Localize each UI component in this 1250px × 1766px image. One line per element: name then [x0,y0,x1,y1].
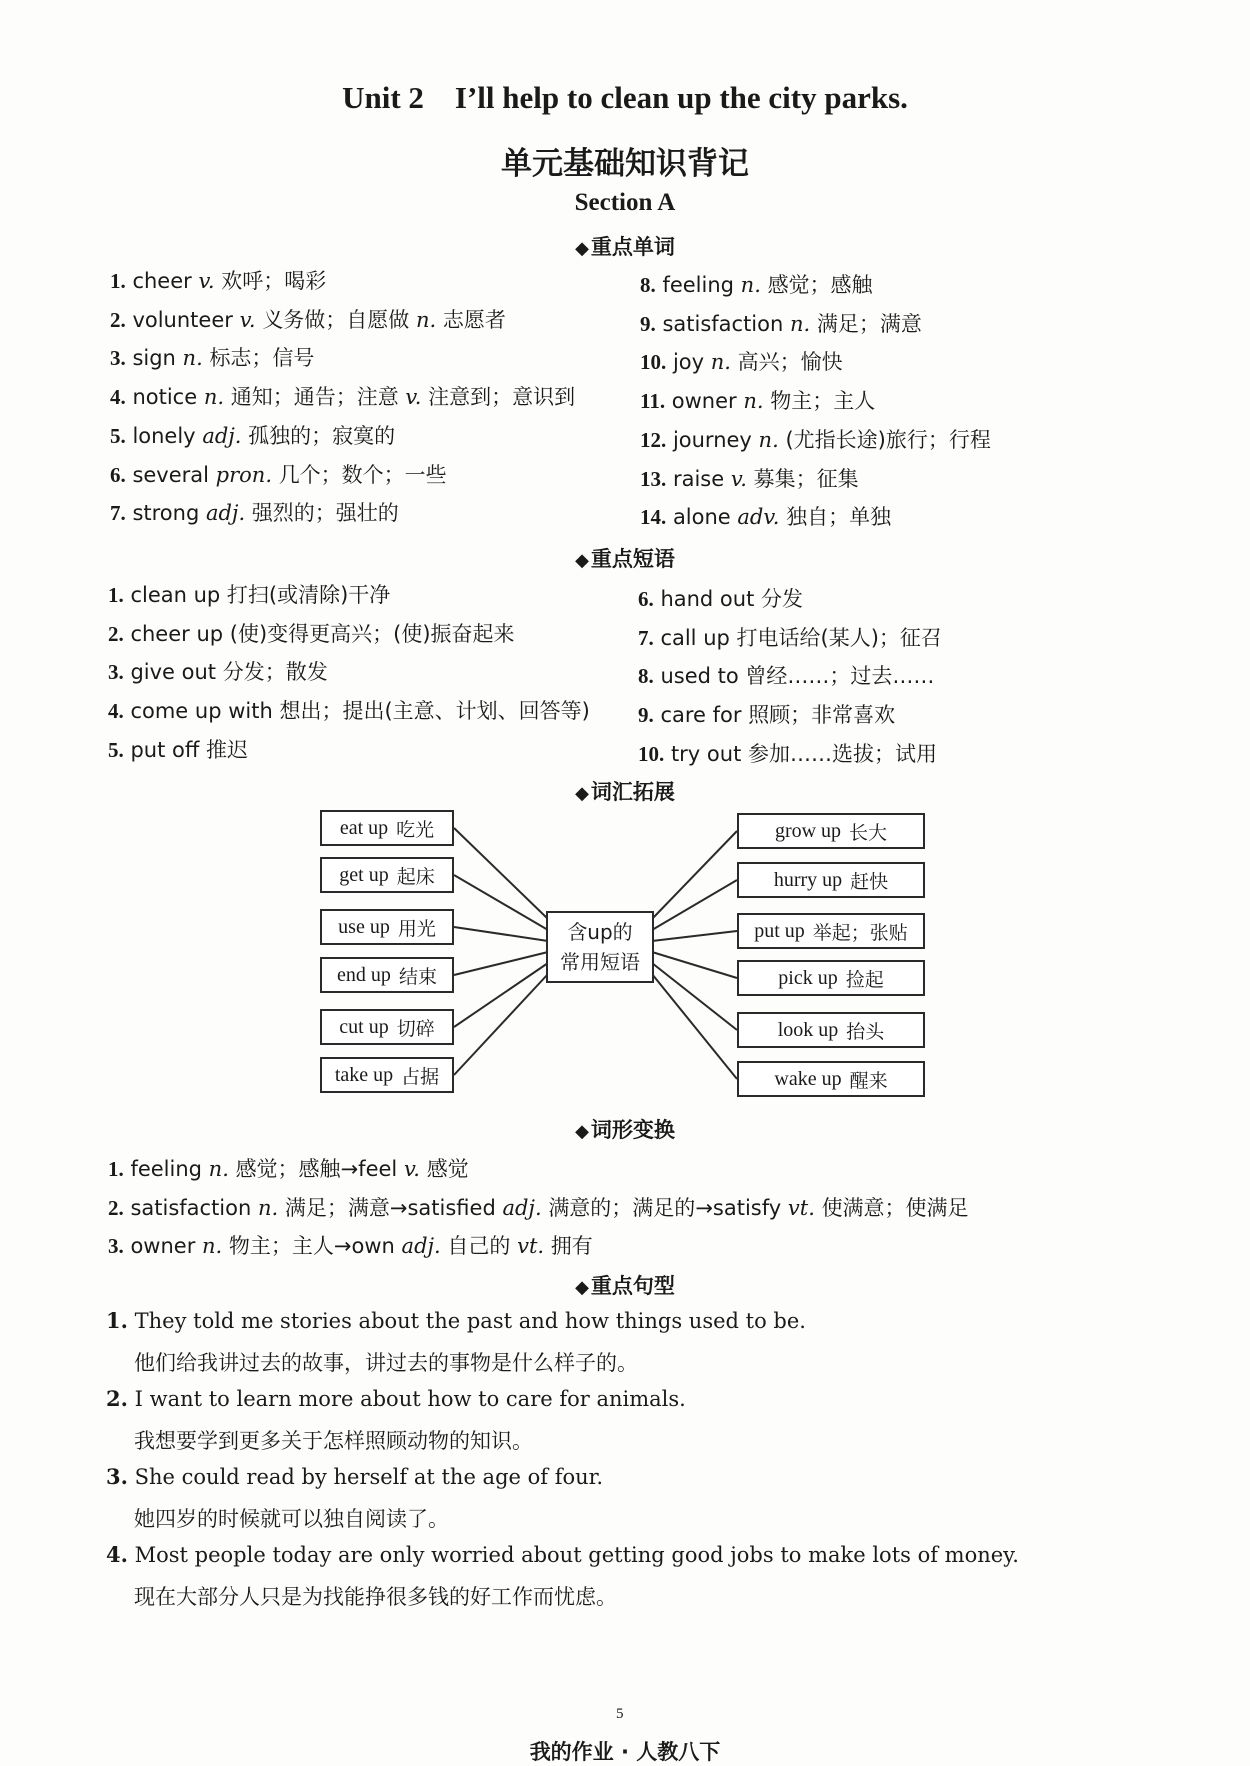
footer: 我的作业 · 人教八下 [529,1740,721,1764]
english-phrase: clean up [130,583,221,607]
part-of-speech: n. [203,385,225,410]
english-phrase: used to [660,664,739,689]
phrase-chinese: 赶快 [850,870,889,893]
mindmap-connector [454,927,548,941]
chinese-meaning: 几个；数个；一些 [278,462,447,487]
english-word: several [132,462,209,487]
english-phrase: hand out [660,587,755,611]
phrase-english: wake up [774,1067,842,1090]
mindmap-connector [454,828,548,919]
chinese-meaning: 标志；信号 [209,346,315,371]
item-number: 2. [106,1386,128,1411]
section-label: Section A [574,189,676,216]
sentence-chinese: 她四岁的时候就可以独自阅读了。 [134,1507,449,1531]
english-word: journey [672,427,752,452]
item-number: 4. [110,385,126,410]
item-number: 3. [110,346,126,371]
chinese-meaning: 独自；单独 [786,505,892,530]
mindmap-box [320,810,454,846]
part-of-speech: v. [198,269,215,293]
chinese-meaning: 拥有 [550,1234,593,1259]
sentence-text: I want to learn more about how to care for animals. [134,1387,686,1411]
chinese-meaning: 照顾；非常喜欢 [748,703,896,728]
english-phrase: give out [130,660,217,685]
chinese-meaning: 分发；散发 [222,660,328,685]
chinese-meaning: 物主；主人 [770,389,876,414]
sentence-chinese: 现在大部分人只是为找能挣很多钱的好工作而忧虑。 [134,1585,617,1609]
phrase-chinese: 起床 [396,865,435,888]
word-b: satisfied [407,1195,496,1220]
phrase-english: pick up [778,966,838,989]
word-form-row [108,1153,469,1183]
part-of-speech: adj. [202,423,242,448]
english-phrase: put off [130,737,200,762]
mindmap-connector [454,875,548,930]
english-phrase: cheer up [130,621,224,646]
phrase-chinese: 用光 [397,917,436,940]
heading-key-words: ◆重点单词 [575,235,675,259]
phrase-english: use up [338,915,390,938]
diamond-icon: ◆ [575,1277,589,1298]
english-word: sign [132,346,176,371]
phrase-chinese: 举起；张贴 [812,921,908,944]
phrase-english: get up [339,863,389,886]
english-word: strong [132,501,200,526]
mindmap-box [737,913,925,949]
english-phrase: call up [660,625,730,650]
item-number: 1. [110,269,126,293]
part-of-speech: v. [405,385,422,410]
mindmap-box [737,1061,925,1097]
mindmap-connector [454,974,548,1075]
chinese-meaning: 使满意；使满足 [821,1195,969,1220]
item-number: 5. [110,423,126,448]
chinese-meaning: 分发 [761,587,804,611]
word-b: own [351,1234,395,1259]
diamond-icon: ◆ [575,550,589,571]
chinese-meaning: 自己的 [447,1234,511,1259]
chinese-meaning: 曾经……；过去…… [745,664,935,689]
item-number: 6. [638,587,654,611]
chinese-meaning: 通知；通告；注意 [230,385,399,410]
item-number: 3. [106,1464,128,1489]
part-of-speech: n. [710,350,731,375]
chinese-meaning: 满足；满意 [816,311,922,336]
phrase-english: cut up [339,1015,389,1038]
chinese-meaning: 打电话给(某人)；征召 [736,625,942,650]
mindmap-box [737,813,925,849]
item-number: 14. [640,505,667,530]
english-word: feeling [662,273,734,297]
part-of-speech: vt. [517,1234,545,1259]
chinese-meaning: 感觉；感触 [235,1157,341,1181]
item-number: 11. [640,389,666,414]
part-of-speech: n. [416,307,437,332]
item-number: 10. [640,350,667,375]
chinese-meaning: 志愿者 [442,307,506,332]
unit-title: Unit 2 I’ll help to clean up the city parks. [342,80,908,115]
english-word: cheer [132,269,192,293]
chinese-meaning: 强烈的；强壮的 [251,501,399,526]
item-number: 6. [110,462,126,487]
part-of-speech: v. [403,1157,420,1181]
part-of-speech: n. [743,389,764,414]
english-word: owner [671,389,737,414]
word-c: satisfy [712,1195,782,1220]
phrase-english: end up [337,963,391,986]
chinese-meaning: 注意到；意识到 [428,385,576,410]
part-of-speech: n. [740,273,761,297]
word-a: satisfaction [130,1195,252,1220]
diamond-icon: ◆ [575,238,589,259]
word-form-row [108,1192,969,1222]
item-number: 3. [108,660,124,685]
mindmap-box [737,1012,925,1048]
item-number: 1. [106,1308,128,1333]
item-number: 12. [640,427,667,452]
arrow: → [340,1157,359,1181]
sentence-english [106,1308,806,1333]
item-number: 5. [108,737,124,762]
part-of-speech: adv. [737,505,780,530]
item-number: 9. [640,311,656,336]
sentence-english [106,1386,686,1411]
item-number: 10. [638,741,665,766]
mindmap-box [320,1057,454,1093]
item-number: 2. [108,621,124,646]
item-number: 8. [640,273,656,297]
part-of-speech: n. [257,1195,279,1220]
sentence-chinese: 我想要学到更多关于怎样照顾动物的知识。 [134,1429,533,1453]
mindmap-box [737,862,925,898]
chinese-meaning: 孤独的；寂寞的 [248,423,396,448]
chinese-meaning: 高兴；愉快 [737,350,843,375]
english-word: satisfaction [662,311,784,336]
mindmap-connector [652,963,737,1030]
english-word: joy [672,350,705,375]
chinese-meaning: 感觉 [426,1157,469,1181]
phrase-chinese: 捡起 [845,968,884,991]
chinese-meaning: 打扫(或清除)干净 [226,583,391,607]
phrase-english: look up [777,1018,839,1041]
sentence-english [106,1542,1019,1567]
chinese-meaning: 满足；满意 [284,1195,390,1220]
diamond-icon: ◆ [575,1121,589,1142]
english-word: raise [672,466,725,491]
arrow: → [695,1195,713,1220]
chinese-meaning: 想出；提出(主意、计划、回答等) [279,699,590,724]
mindmap-connector [652,974,737,1079]
item-number: 3. [108,1234,124,1259]
heading-word-forms: ◆词形变换 [575,1118,675,1142]
part-of-speech: n. [789,311,811,336]
part-of-speech: v. [730,466,747,491]
english-word: lonely [132,423,196,448]
item-number: 1. [108,1157,124,1181]
part-of-speech: adj. [401,1234,441,1259]
chinese-meaning: 物主；主人 [228,1234,334,1259]
chinese-meaning: 推迟 [206,737,248,762]
diamond-icon: ◆ [575,783,589,804]
phrase-english: put up [754,919,805,942]
phrase-chinese: 长大 [849,821,888,844]
part-of-speech: n. [182,346,203,371]
chinese-meaning: 义务做；自愿做 [262,307,410,332]
sentence-chinese: 他们给我讲过去的故事，讲过去的事物是什么样子的。 [134,1351,638,1375]
arrow: → [389,1195,408,1220]
chinese-meaning: 满意的；满足的 [548,1195,696,1220]
item-number: 2. [110,307,126,332]
chinese-meaning: 欢呼；喝彩 [221,269,327,293]
mindmap-box [320,857,454,893]
english-phrase: care for [660,703,742,728]
english-word: alone [672,505,731,530]
part-of-speech: adj. [205,501,246,526]
phrase-english: grow up [774,819,842,842]
item-number: 2. [108,1195,124,1220]
page-number: 5 [616,1706,624,1722]
part-of-speech: v. [239,307,256,332]
sentence-text: They told me stories about the past and how things used to be. [134,1309,806,1333]
mindmap-connector [454,963,548,1027]
word-b: feel [358,1157,398,1181]
part-of-speech: pron. [215,462,272,487]
english-word: notice [132,385,198,410]
heading-key-sentences: ◆重点句型 [575,1274,675,1298]
word-a: feeling [130,1157,202,1181]
mindmap-box [320,1009,454,1045]
arrow: → [333,1234,352,1259]
chinese-meaning: 募集；征集 [753,466,859,491]
phrase-chinese: 吃光 [396,818,435,841]
sentence-text: She could read by herself at the age of four. [134,1465,604,1489]
part-of-speech: n. [202,1234,223,1259]
chinese-meaning: 参加……选拔；试用 [748,741,937,766]
item-number: 7. [638,625,654,650]
phrase-english: hurry up [773,868,843,891]
mindmap-connector [652,931,737,941]
part-of-speech: vt. [787,1195,815,1220]
mindmap-center [546,911,654,983]
english-phrase: try out [670,741,742,766]
chinese-meaning: 感觉；感触 [767,273,873,297]
english-phrase: come up with [130,699,273,724]
phrase-chinese: 结束 [398,965,437,988]
sentence-text: Most people today are only worried about getting good jobs to make lots of money. [134,1543,1019,1567]
phrase-chinese: 占据 [401,1065,440,1088]
phrase-english: take up [334,1063,394,1086]
word-form-row [108,1230,593,1260]
mindmap-box [737,960,925,996]
mindmap-center-line1: 含up的 [567,920,633,944]
mindmap-center-line2: 常用短语 [560,950,640,974]
mindmap-box [320,957,454,993]
part-of-speech: adj. [502,1195,542,1220]
part-of-speech: n. [208,1157,229,1181]
phrase-english: eat up [339,816,389,839]
item-number: 4. [106,1542,128,1567]
phrase-chinese: 切碎 [396,1017,435,1040]
item-number: 1. [108,583,124,607]
chinese-meaning: (尤指长途)旅行；行程 [785,427,991,452]
english-word: volunteer [132,307,233,332]
heading-vocab-expansion: ◆词汇拓展 [575,780,675,804]
item-number: 13. [640,466,667,491]
item-number: 9. [638,703,654,728]
sentence-english [106,1464,603,1489]
mindmap-box [320,909,454,945]
item-number: 8. [638,664,654,689]
part-of-speech: n. [758,427,779,452]
heading-key-phrases: ◆重点短语 [575,547,675,571]
word-a: owner [130,1234,196,1259]
item-number: 7. [110,501,126,526]
chinese-meaning: (使)变得更高兴；(使)振奋起来 [229,621,515,646]
phrase-chinese: 醒来 [849,1069,888,1092]
item-number: 4. [108,699,124,724]
page-subtitle: 单元基础知识背记 [501,146,749,182]
phrase-chinese: 抬头 [846,1020,885,1043]
